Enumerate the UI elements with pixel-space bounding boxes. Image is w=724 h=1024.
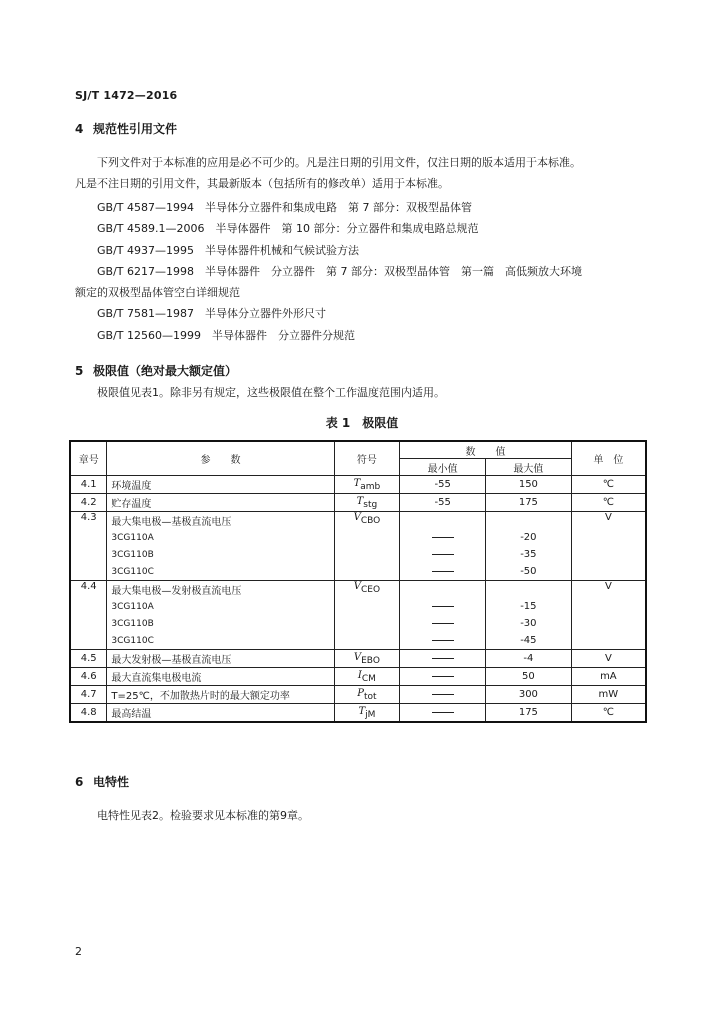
reference-item-continuation: 额定的双极型晶体管空白详细规范 bbox=[75, 286, 240, 299]
cell-model: 3CG110C bbox=[107, 632, 334, 650]
limits-table bbox=[69, 440, 647, 723]
table-row bbox=[70, 512, 646, 530]
cell-clause: 4.7 bbox=[70, 686, 107, 704]
cell-unit: V bbox=[571, 650, 646, 668]
cell-max: -45 bbox=[486, 632, 572, 650]
cell-model: 3CG110A bbox=[107, 529, 334, 546]
header-min: 最小值 bbox=[400, 459, 486, 476]
cell-model: 3CG110B bbox=[107, 615, 334, 632]
cell-param: 最大集电极—基极直流电压 bbox=[107, 512, 334, 530]
dash-mark bbox=[432, 694, 454, 695]
cell-param: 最大发射极—基极直流电压 bbox=[107, 650, 334, 668]
cell-max: 50 bbox=[486, 668, 572, 686]
table-row bbox=[70, 581, 646, 599]
table-row bbox=[70, 650, 646, 668]
dash-mark bbox=[432, 537, 454, 538]
table-row bbox=[70, 686, 646, 704]
dash-mark bbox=[432, 658, 454, 659]
cell-unit: mA bbox=[571, 668, 646, 686]
cell-param: 贮存温度 bbox=[107, 494, 334, 512]
cell-clause: 4.2 bbox=[70, 494, 107, 512]
section-6-heading bbox=[75, 773, 129, 790]
cell-clause: 4.8 bbox=[70, 704, 107, 723]
header-param: 参 数 bbox=[107, 441, 334, 476]
standard-code: SJ/T 1472—2016 bbox=[75, 89, 178, 102]
cell-clause: 4.6 bbox=[70, 668, 107, 686]
reference-item: GB/T 6217—1998 半导体器件 分立器件 第 7 部分：双极型晶体管 第一篇 高低频放大环境 bbox=[97, 265, 582, 278]
table-1-caption: 表 1 极限值 bbox=[325, 416, 399, 430]
cell-max: 175 bbox=[486, 704, 572, 723]
cell-param: 最大直流集电极电流 bbox=[107, 668, 334, 686]
cell-max: -15 bbox=[486, 598, 572, 615]
cell-max: -35 bbox=[486, 546, 572, 563]
table-row bbox=[70, 668, 646, 686]
cell-max: -50 bbox=[486, 563, 572, 581]
dash-mark bbox=[432, 571, 454, 572]
cell-min-dash bbox=[400, 529, 486, 546]
cell-unit: mW bbox=[571, 686, 646, 704]
cell-clause: 4.5 bbox=[70, 650, 107, 668]
section-5-number: 5 bbox=[75, 364, 84, 378]
reference-item: GB/T 4589.1—2006 半导体器件 第 10 部分：分立器件和集成电路总规范 bbox=[97, 222, 479, 235]
cell-min-dash bbox=[400, 615, 486, 632]
dash-mark bbox=[432, 640, 454, 641]
header-unit: 单 位 bbox=[571, 441, 646, 476]
cell-max: -4 bbox=[486, 650, 572, 668]
cell-symbol: $T_{amb}$ bbox=[334, 476, 400, 494]
cell-max: -30 bbox=[486, 615, 572, 632]
cell-clause: 4.4 bbox=[70, 581, 107, 650]
section-4-title: 规范性引用文件 bbox=[93, 122, 178, 136]
dash-mark bbox=[432, 623, 454, 624]
header-value: 数 值 bbox=[400, 441, 571, 459]
dash-mark bbox=[432, 606, 454, 607]
cell-max: 150 bbox=[486, 476, 572, 494]
cell-min-dash bbox=[400, 598, 486, 615]
reference-item: GB/T 4587—1994 半导体分立器件和集成电路 第 7 部分：双极型晶体管 bbox=[97, 201, 472, 214]
cell-param: 环境温度 bbox=[107, 476, 334, 494]
reference-item: GB/T 7581—1987 半导体分立器件外形尺寸 bbox=[97, 307, 326, 320]
section-4-para-line2: 凡是不注日期的引用文件，其最新版本（包括所有的修改单）适用于本标准。 bbox=[75, 177, 449, 190]
cell-symbol: $V_{CEO}$ bbox=[334, 581, 400, 650]
cell-min-dash bbox=[400, 546, 486, 563]
table-header-row bbox=[70, 441, 646, 459]
table-row bbox=[70, 476, 646, 494]
reference-item: GB/T 12560—1999 半导体器件 分立器件分规范 bbox=[97, 329, 355, 342]
table-row bbox=[70, 704, 646, 723]
cell-min-dash bbox=[400, 704, 486, 723]
cell-min bbox=[400, 581, 486, 599]
header-max: 最大值 bbox=[486, 459, 572, 476]
section-6-title: 电特性 bbox=[93, 775, 130, 789]
cell-min-dash bbox=[400, 686, 486, 704]
cell-min bbox=[400, 512, 486, 530]
cell-clause: 4.3 bbox=[70, 512, 107, 581]
dash-mark bbox=[432, 712, 454, 713]
cell-max bbox=[486, 581, 572, 599]
reference-item: GB/T 4937—1995 半导体器件机械和气候试验方法 bbox=[97, 244, 359, 257]
cell-symbol: $P_{tot}$ bbox=[334, 686, 400, 704]
cell-param: 最高结温 bbox=[107, 704, 334, 723]
cell-model: 3CG110A bbox=[107, 598, 334, 615]
cell-min: -55 bbox=[400, 494, 486, 512]
cell-symbol: $I_{CM}$ bbox=[334, 668, 400, 686]
cell-unit: V bbox=[571, 512, 646, 581]
section-5-para: 极限值见表1。除非另有规定，这些极限值在整个工作温度范围内适用。 bbox=[97, 386, 445, 399]
section-4-heading bbox=[75, 120, 177, 137]
cell-symbol: $T_{stg}$ bbox=[334, 494, 400, 512]
dash-mark bbox=[432, 554, 454, 555]
dash-mark bbox=[432, 676, 454, 677]
cell-unit: V bbox=[571, 581, 646, 650]
cell-min-dash bbox=[400, 563, 486, 581]
section-5-title: 极限值（绝对最大额定值） bbox=[93, 364, 238, 378]
cell-max: -20 bbox=[486, 529, 572, 546]
cell-param: 最大集电极—发射极直流电压 bbox=[107, 581, 334, 599]
table-row bbox=[70, 494, 646, 512]
cell-max: 175 bbox=[486, 494, 572, 512]
cell-param: T=25℃，不加散热片时的最大额定功率 bbox=[107, 686, 334, 704]
section-4-para-line1: 下列文件对于本标准的应用是必不可少的。凡是注日期的引用文件，仅注日期的版本适用于本标准。 bbox=[97, 156, 581, 169]
cell-min-dash bbox=[400, 668, 486, 686]
cell-symbol: $V_{CBO}$ bbox=[334, 512, 400, 581]
page-number: 2 bbox=[75, 945, 82, 958]
header-symbol: 符号 bbox=[334, 441, 400, 476]
header-clause: 章号 bbox=[70, 441, 107, 476]
cell-min: -55 bbox=[400, 476, 486, 494]
cell-min-dash bbox=[400, 632, 486, 650]
cell-model: 3CG110C bbox=[107, 563, 334, 581]
section-6-para: 电特性见表2。检验要求见本标准的第9章。 bbox=[97, 809, 309, 822]
section-4-number: 4 bbox=[75, 122, 84, 136]
cell-symbol: $V_{EBO}$ bbox=[334, 650, 400, 668]
cell-min-dash bbox=[400, 650, 486, 668]
cell-unit: ℃ bbox=[571, 476, 646, 494]
cell-unit: ℃ bbox=[571, 704, 646, 723]
section-5-heading bbox=[75, 362, 237, 379]
section-6-number: 6 bbox=[75, 775, 84, 789]
cell-unit: ℃ bbox=[571, 494, 646, 512]
cell-model: 3CG110B bbox=[107, 546, 334, 563]
cell-symbol: $T_{jM}$ bbox=[334, 704, 400, 723]
cell-clause: 4.1 bbox=[70, 476, 107, 494]
cell-max bbox=[486, 512, 572, 530]
cell-max: 300 bbox=[486, 686, 572, 704]
